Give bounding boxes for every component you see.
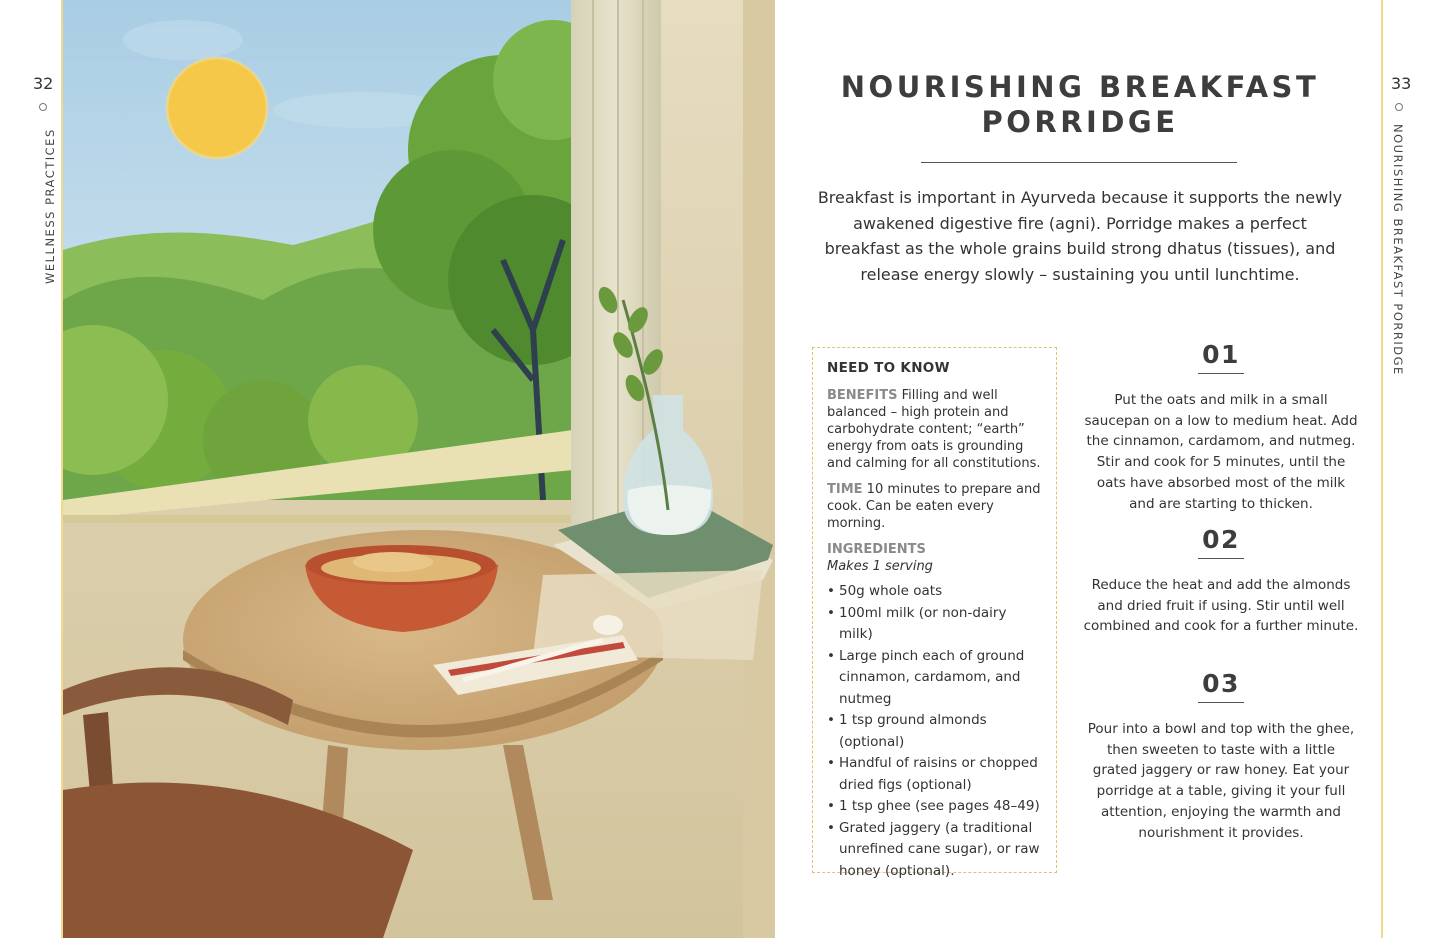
list-item: • 50g whole oats bbox=[827, 581, 1044, 603]
title-line-2: PORRIDGE bbox=[981, 105, 1179, 139]
step-number: 02 bbox=[1198, 525, 1244, 559]
benefits-text: Filling and well balanced – high protein and carbohydrate content; “earth” energy from oats is grounding and calming for all constitutions. bbox=[827, 388, 1041, 471]
step-1 bbox=[1083, 340, 1359, 514]
page-title bbox=[800, 70, 1360, 140]
servings-text: Makes 1 serving bbox=[827, 559, 933, 574]
step-number: 01 bbox=[1198, 340, 1244, 374]
list-item: • 1 tsp ground almonds (optional) bbox=[827, 710, 1044, 753]
right-page-rule bbox=[1381, 0, 1383, 938]
circle-icon bbox=[39, 103, 47, 111]
step-2 bbox=[1083, 525, 1359, 637]
ingredients-list bbox=[827, 581, 1044, 882]
step-number: 03 bbox=[1198, 669, 1244, 703]
list-item: • Grated jaggery (a traditional unrefined cane sugar), or raw honey (optional). bbox=[827, 818, 1044, 883]
left-running-head: WELLNESS PRACTICES bbox=[43, 128, 57, 284]
time-section bbox=[827, 481, 1044, 532]
left-page-number: 32 bbox=[33, 74, 54, 93]
list-item: • 1 tsp ghee (see pages 48–49) bbox=[827, 796, 1044, 818]
ingredients-label: INGREDIENTS bbox=[827, 542, 926, 557]
list-item: • 100ml milk (or non-dairy milk) bbox=[827, 603, 1044, 646]
right-page-number: 33 bbox=[1391, 74, 1412, 93]
ingredients-section bbox=[827, 541, 1044, 575]
step-text: Reduce the heat and add the almonds and dried fruit if using. Stir until well combined and cook for a further minute. bbox=[1083, 577, 1359, 635]
intro-paragraph: Breakfast is important in Ayurveda because it supports the newly awakened digestive fire (agni). Porridge makes a perfect breakfast as the whole grains build strong dhatus (tissues), and release energy slowly – sustaining you until lunchtime. bbox=[817, 188, 1343, 284]
time-text: 10 minutes to prepare and cook. Can be eaten every morning. bbox=[827, 482, 1041, 531]
benefits-label: BENEFITS bbox=[827, 388, 898, 403]
list-item: • Large pinch each of ground cinnamon, cardamom, and nutmeg bbox=[827, 646, 1044, 711]
title-line-1: NOURISHING BREAKFAST bbox=[840, 70, 1320, 104]
step-3 bbox=[1083, 669, 1359, 843]
breakfast-table-illustration bbox=[63, 0, 775, 938]
circle-icon bbox=[1395, 103, 1403, 111]
list-item: • Handful of raisins or chopped dried figs (optional) bbox=[827, 753, 1044, 796]
benefits-section bbox=[827, 387, 1044, 472]
time-label: TIME bbox=[827, 482, 863, 497]
title-divider bbox=[921, 162, 1237, 163]
step-text: Put the oats and milk in a small saucepan on a low to medium heat. Add the cinnamon, cardamom, and nutmeg. Stir and cook for 5 minutes, until the oats have absorbed most of the milk and are starting to thicken. bbox=[1084, 392, 1358, 512]
step-text: Pour into a bowl and top with the ghee, then sweeten to taste with a little grated jaggery or raw honey. Eat your porridge at a table, giving it your full attention, enjoying the warmth and nourishment it provides. bbox=[1087, 721, 1355, 841]
need-to-know-heading: NEED TO KNOW bbox=[827, 360, 950, 376]
right-running-head: NOURISHING BREAKFAST PORRIDGE bbox=[1391, 124, 1405, 376]
need-to-know-box bbox=[812, 347, 1057, 879]
